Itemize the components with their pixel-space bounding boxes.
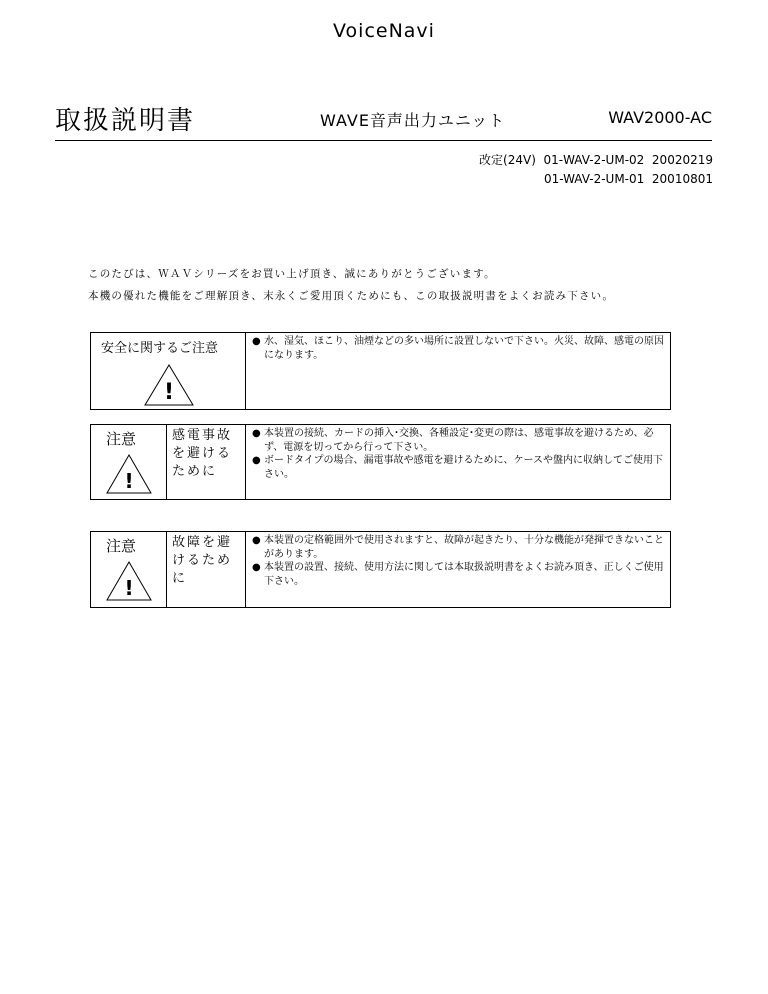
- notice-text-cell: [246, 333, 670, 409]
- brand-name: VoiceNavi: [333, 20, 435, 42]
- warning-mark: !: [163, 380, 175, 405]
- safety-notice-box: [90, 332, 671, 410]
- revision-history: [479, 151, 713, 189]
- revision-line: 01-WAV-2-UM-01 20010801: [543, 172, 713, 186]
- notice-item: [252, 335, 666, 362]
- intro-line: このたびは、ＷＡＶシリーズをお買い上げ頂き、誠にありがとうございます。: [88, 268, 496, 280]
- notice-item-text: 本装置の接続、カードの挿入･交換、各種設定･変更の際は、感電事故を避けるため、必ず、電源を切ってから行って下さい。: [264, 428, 654, 453]
- document-title: 取扱説明書: [55, 106, 196, 136]
- notice-category: 感電事故を避けるために: [167, 425, 246, 499]
- malfunction-caution-box: [90, 531, 671, 608]
- title-divider: [55, 140, 712, 141]
- notice-label-cell: [91, 532, 167, 607]
- electric-shock-caution-box: [90, 424, 671, 500]
- model-number: WAV2000-AC: [608, 108, 712, 127]
- caution-label: 注意: [106, 430, 137, 448]
- notice-item-text: 水、湿気、ほこり、油煙などの多い場所に設置しないで下さい。火災、故障、感電の原因になります。: [264, 336, 664, 361]
- bullet-icon: ●: [252, 535, 261, 546]
- title-row: [55, 100, 712, 136]
- bullet-icon: ●: [252, 428, 261, 439]
- notice-item: [252, 561, 666, 588]
- warning-mark: !: [124, 576, 134, 600]
- intro-line: 本機の優れた機能をご理解頂き、末永くご愛用頂くためにも、この取扱説明書をよくお読み下さい。: [88, 290, 615, 302]
- notice-item-text: 本装置の定格範囲外で使用されますと、故障が起きたり、十分な機能が発揮できないことがあります。: [264, 535, 664, 560]
- notice-item-text: 本装置の設置、接続、使用方法に関しては本取扱説明書をよくお読み頂き、正しくご使用下さい。: [264, 562, 664, 587]
- notice-label: 安全に関するご注意: [101, 341, 219, 356]
- bullet-icon: ●: [252, 562, 261, 573]
- introduction: [88, 263, 688, 307]
- notice-label-cell: [91, 333, 246, 409]
- bullet-icon: ●: [252, 455, 261, 466]
- warning-triangle-icon: [143, 363, 195, 407]
- warning-mark: !: [124, 469, 134, 493]
- revision-line: 改定(24V) 01-WAV-2-UM-02 20020219: [479, 153, 713, 167]
- notice-item-text: ボードタイプの場合、漏電事故や感電を避けるために、ケースや盤内に収納してご使用下さい。: [264, 455, 663, 480]
- document-subtitle: WAVE音声出力ユニット: [320, 111, 506, 130]
- warning-triangle-icon: [105, 453, 153, 495]
- caution-label: 注意: [106, 537, 137, 555]
- notice-item: [252, 427, 666, 454]
- notice-item: [252, 454, 666, 481]
- notice-category: 故障を避けるために: [167, 532, 246, 607]
- notice-label-cell: [91, 425, 167, 499]
- notice-item: [252, 534, 666, 561]
- notice-text-cell: [246, 532, 670, 607]
- warning-triangle-icon: [105, 560, 153, 602]
- notice-text-cell: [246, 425, 670, 499]
- bullet-icon: ●: [252, 336, 261, 347]
